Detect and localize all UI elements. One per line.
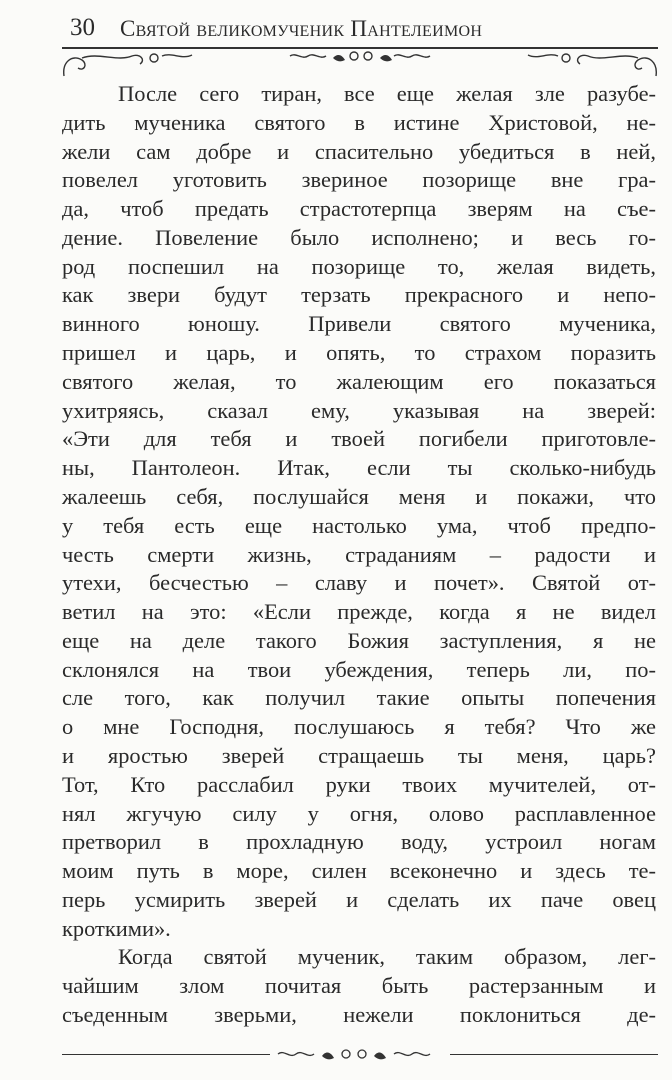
text-line: кроткими». (62, 915, 171, 941)
text-line: После сего тиран, все еще желая зле разубе- (118, 81, 656, 106)
text-line: претворил в прохладную воду, устроил ногам (62, 829, 656, 855)
text-line: жели сам добре и спасительно убедиться в ней, (62, 138, 656, 164)
text-line: утехи, бесчестью – славу и почет». Святой от- (62, 570, 656, 596)
text-line: как звери будут терзать прекрасного и непо- (62, 282, 656, 308)
text-line: и яростью зверей стращаешь ты меня, царь? (62, 742, 656, 768)
text-line: честь смерти жизнь, страданиям – радости и (62, 541, 656, 567)
text-line: перь усмирить зверей и сделать их паче овец (62, 886, 656, 912)
text-line: чайшим злом почитая быть растерзанным и (62, 973, 656, 999)
text-line: моим путь в море, силен всеконечно и здесь те- (62, 858, 656, 884)
text-line: ухитряясь, сказал ему, указывая на зверей: (62, 397, 656, 423)
text-line: «Эти для тебя и твоей погибели приготовле- (62, 426, 656, 452)
text-line: склонялся на твои убеждения, теперь ли, по- (62, 656, 656, 682)
text-line: жалеешь себя, послушайся меня и покажи, что (62, 483, 656, 509)
text-line: ветил на это: «Если прежде, когда я не видел (62, 599, 656, 625)
text-line: да, чтоб предать страстотерпца зверям на съе- (62, 196, 656, 222)
text-line: нял жгучую силу у огня, олово расплавленное (62, 800, 656, 826)
footer-ornament-icon (270, 1044, 450, 1064)
text-line: еще на деле такого Божия заступления, я не (62, 627, 656, 653)
header-rule (62, 47, 658, 49)
header-ornament-icon (58, 50, 662, 80)
text-line: род поспешил на позорище то, желая видеть, (62, 253, 656, 279)
text-line: дить мученика святого в истине Христовой, не- (62, 109, 656, 135)
text-line: о мне Господня, послушаюсь я тебя? Что же (62, 714, 656, 740)
text-line: Тот, Кто расслабил руки твоих мучителей, от- (62, 771, 656, 797)
text-line: святого желая, то жалеющим его показаться (62, 368, 656, 394)
text-line: винного юношу. Привели святого мученика, (62, 311, 656, 337)
text-line: у тебя есть еще настолько ума, чтоб предпо- (62, 512, 656, 538)
text-line: съеденным зверьми, нежели поклониться де- (62, 1002, 656, 1027)
text-line: сле того, как получил такие опыты попечения (62, 685, 656, 711)
text-line: пришел и царь, и опять, то страхом поразить (62, 340, 656, 366)
running-title: Святой великомученик Пантелеимон (120, 16, 483, 41)
text-line: ны, Пантолеон. Итак, если ты сколько-нибудь (62, 455, 656, 481)
text-line: дение. Повеление было исполнено; и весь го- (62, 224, 656, 250)
text-line: повелел уготовить звериное позорище вне гра- (62, 167, 656, 193)
running-header (70, 14, 660, 44)
page-number: 30 (70, 14, 95, 41)
text-line: Когда святой мученик, таким образом, лег- (118, 944, 656, 970)
page-body-text (62, 80, 656, 1030)
